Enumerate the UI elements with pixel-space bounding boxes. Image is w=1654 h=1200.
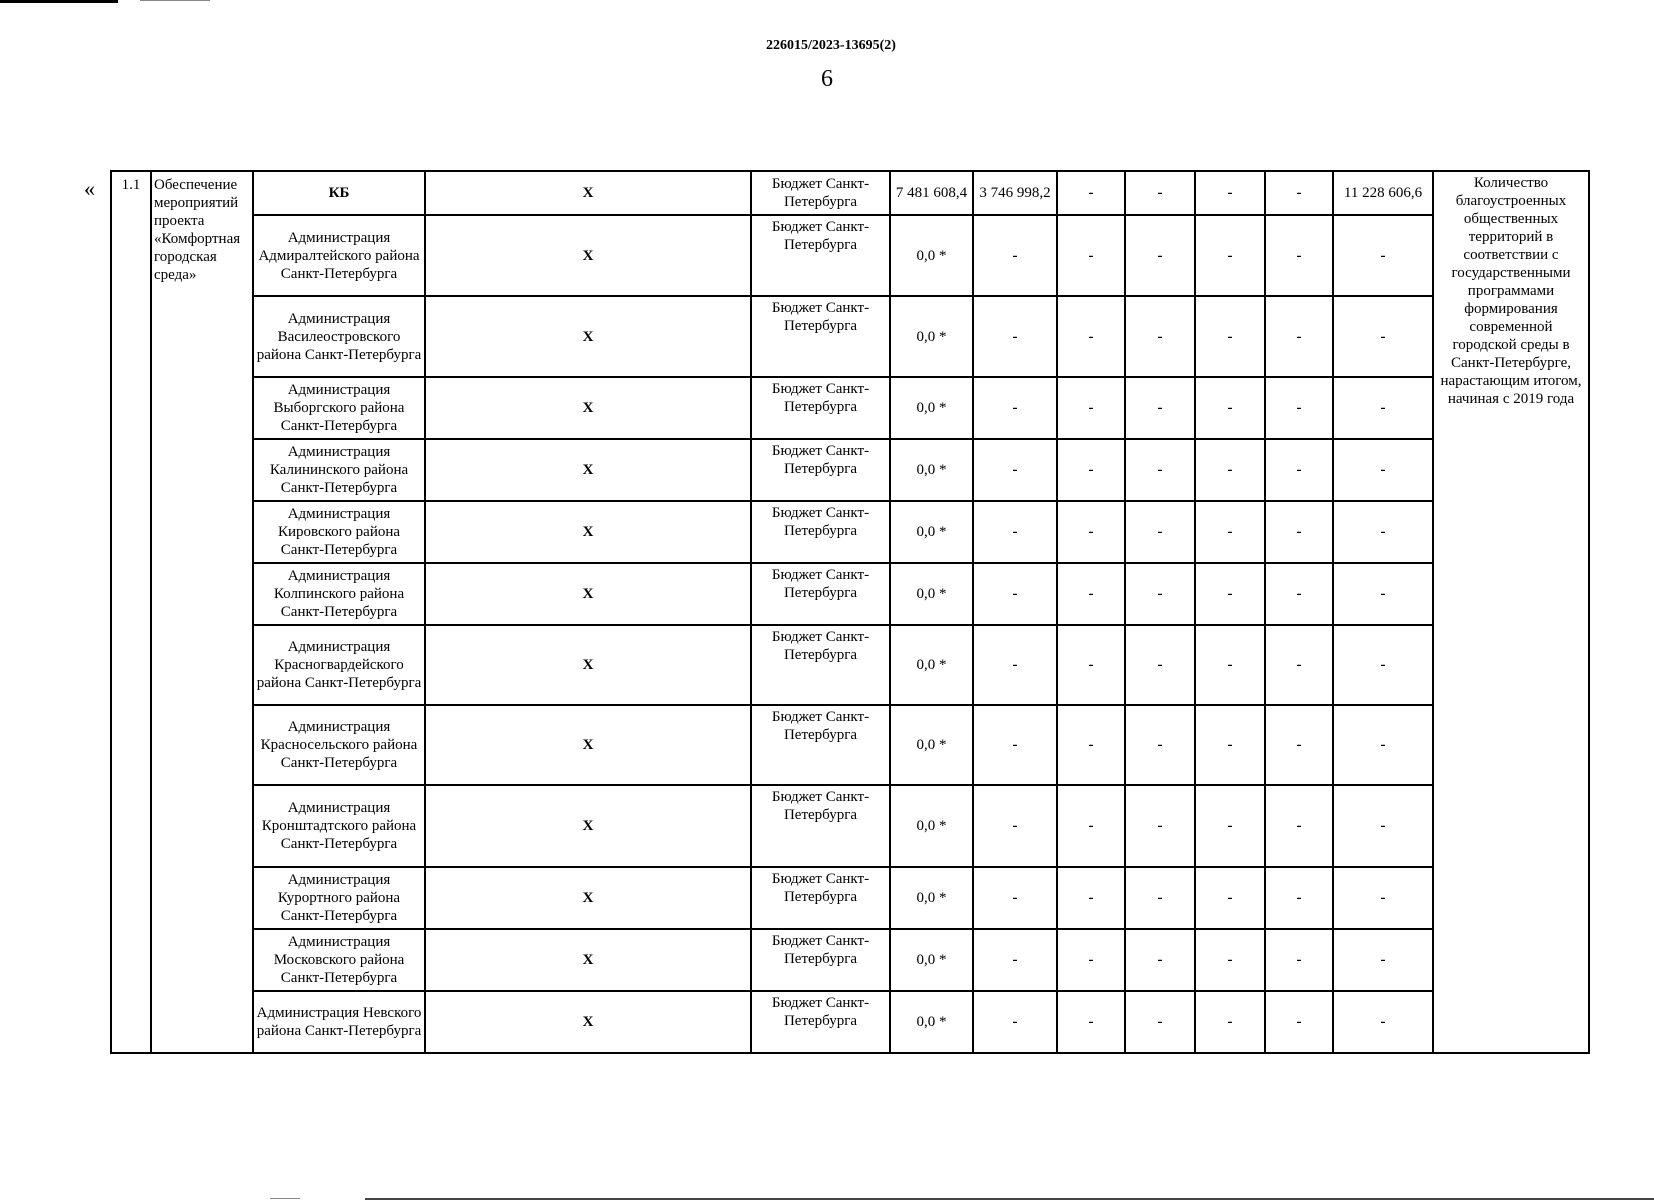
value-cell-v5: -	[1195, 929, 1265, 991]
value-cell-v2: -	[973, 377, 1057, 439]
executor-cell: КБ	[253, 171, 425, 215]
executor-cell: Администрация Колпинского района Санкт-Петербурга	[253, 563, 425, 625]
value-cell-v3: -	[1057, 215, 1125, 296]
total-cell: -	[1333, 377, 1433, 439]
table-row	[111, 785, 1589, 867]
value-cell-v1: 0,0 *	[890, 785, 973, 867]
value-cell-v6: -	[1265, 377, 1333, 439]
total-cell: -	[1333, 625, 1433, 705]
x-mark-cell: Х	[425, 377, 751, 439]
total-cell: -	[1333, 501, 1433, 563]
funding-source-cell: Бюджет Санкт-Петербурга	[751, 625, 890, 705]
total-cell: -	[1333, 867, 1433, 929]
value-cell-v3: -	[1057, 625, 1125, 705]
x-mark-cell: Х	[425, 171, 751, 215]
document-number: 226015/2023-13695(2)	[766, 38, 896, 53]
value-cell-v1: 0,0 *	[890, 215, 973, 296]
executor-cell: Администрация Курортного района Санкт-Петербурга	[253, 867, 425, 929]
value-cell-v3: -	[1057, 501, 1125, 563]
value-cell-v5: -	[1195, 705, 1265, 785]
x-mark-cell: Х	[425, 563, 751, 625]
executor-cell: Администрация Московского района Санкт-Петербурга	[253, 929, 425, 991]
value-cell-v3: -	[1057, 439, 1125, 501]
funding-source-cell: Бюджет Санкт-Петербурга	[751, 563, 890, 625]
total-cell: -	[1333, 929, 1433, 991]
value-cell-v2: -	[973, 867, 1057, 929]
x-mark-cell: Х	[425, 501, 751, 563]
value-cell-v6: -	[1265, 867, 1333, 929]
table-row	[111, 991, 1589, 1053]
total-cell: -	[1333, 705, 1433, 785]
value-cell-v1: 7 481 608,4	[890, 171, 973, 215]
value-cell-v3: -	[1057, 867, 1125, 929]
total-cell: -	[1333, 296, 1433, 377]
value-cell-v1: 0,0 *	[890, 377, 973, 439]
value-cell-v5: -	[1195, 563, 1265, 625]
value-cell-v1: 0,0 *	[890, 625, 973, 705]
value-cell-v1: 0,0 *	[890, 563, 973, 625]
value-cell-v6: -	[1265, 705, 1333, 785]
value-cell-v4: -	[1125, 439, 1195, 501]
x-mark-cell: Х	[425, 705, 751, 785]
value-cell-v6: -	[1265, 563, 1333, 625]
funding-source-cell: Бюджет Санкт-Петербурга	[751, 296, 890, 377]
table-row	[111, 501, 1589, 563]
page-number: 6	[821, 66, 833, 92]
table-row	[111, 171, 1589, 215]
table-row	[111, 625, 1589, 705]
total-cell: 11 228 606,6	[1333, 171, 1433, 215]
funding-source-cell: Бюджет Санкт-Петербурга	[751, 991, 890, 1053]
value-cell-v5: -	[1195, 296, 1265, 377]
value-cell-v4: -	[1125, 563, 1195, 625]
value-cell-v2: -	[973, 705, 1057, 785]
table-row	[111, 377, 1589, 439]
table-row	[111, 705, 1589, 785]
value-cell-v2: -	[973, 296, 1057, 377]
bottom-scan-rule-secondary	[270, 1198, 300, 1199]
executor-cell: Администрация Выборгского района Санкт-Петербурга	[253, 377, 425, 439]
value-cell-v5: -	[1195, 625, 1265, 705]
value-cell-v5: -	[1195, 439, 1265, 501]
opening-quote-mark: «	[84, 176, 95, 201]
value-cell-v2: -	[973, 439, 1057, 501]
x-mark-cell: Х	[425, 215, 751, 296]
value-cell-v3: -	[1057, 377, 1125, 439]
value-cell-v4: -	[1125, 215, 1195, 296]
value-cell-v4: -	[1125, 296, 1195, 377]
executor-cell: Администрация Красносельского района Санкт-Петербурга	[253, 705, 425, 785]
value-cell-v1: 0,0 *	[890, 867, 973, 929]
value-cell-v6: -	[1265, 215, 1333, 296]
value-cell-v1: 0,0 *	[890, 929, 973, 991]
value-cell-v2: -	[973, 785, 1057, 867]
total-cell: -	[1333, 991, 1433, 1053]
value-cell-v6: -	[1265, 625, 1333, 705]
value-cell-v6: -	[1265, 501, 1333, 563]
value-cell-v6: -	[1265, 439, 1333, 501]
table-row	[111, 563, 1589, 625]
value-cell-v6: -	[1265, 929, 1333, 991]
funding-source-cell: Бюджет Санкт-Петербурга	[751, 171, 890, 215]
funding-source-cell: Бюджет Санкт-Петербурга	[751, 501, 890, 563]
value-cell-v3: -	[1057, 296, 1125, 377]
value-cell-v5: -	[1195, 991, 1265, 1053]
value-cell-v4: -	[1125, 991, 1195, 1053]
value-cell-v3: -	[1057, 785, 1125, 867]
total-cell: -	[1333, 215, 1433, 296]
total-cell: -	[1333, 785, 1433, 867]
x-mark-cell: Х	[425, 296, 751, 377]
value-cell-v4: -	[1125, 867, 1195, 929]
value-cell-v4: -	[1125, 625, 1195, 705]
funding-source-cell: Бюджет Санкт-Петербурга	[751, 377, 890, 439]
executor-cell: Администрация Кировского района Санкт-Петербурга	[253, 501, 425, 563]
value-cell-v5: -	[1195, 215, 1265, 296]
executor-cell: Администрация Красногвардейского района Санкт-Петербурга	[253, 625, 425, 705]
executor-cell: Администрация Василеостровского района Санкт-Петербурга	[253, 296, 425, 377]
top-scan-rule-secondary	[140, 0, 210, 1]
indicator-cell: Количество благоустроенных общественных территорий в соответствии с государственными программами формирования современной городской среды в Санкт-Петербурге, нарастающим итогом, начиная с 2019 года	[1433, 171, 1589, 1053]
funding-source-cell: Бюджет Санкт-Петербурга	[751, 929, 890, 991]
total-cell: -	[1333, 439, 1433, 501]
event-name-cell: Обеспечение мероприятий проекта «Комфортная городская среда»	[151, 171, 253, 1053]
value-cell-v4: -	[1125, 929, 1195, 991]
table-row	[111, 867, 1589, 929]
funding-source-cell: Бюджет Санкт-Петербурга	[751, 867, 890, 929]
table-row	[111, 296, 1589, 377]
executor-cell: Администрация Адмиралтейского района Санкт-Петербурга	[253, 215, 425, 296]
value-cell-v3: -	[1057, 705, 1125, 785]
value-cell-v3: -	[1057, 563, 1125, 625]
value-cell-v6: -	[1265, 785, 1333, 867]
value-cell-v5: -	[1195, 867, 1265, 929]
x-mark-cell: Х	[425, 625, 751, 705]
value-cell-v3: -	[1057, 929, 1125, 991]
table-row	[111, 215, 1589, 296]
x-mark-cell: Х	[425, 867, 751, 929]
value-cell-v2: -	[973, 501, 1057, 563]
value-cell-v3: -	[1057, 991, 1125, 1053]
value-cell-v2: -	[973, 991, 1057, 1053]
value-cell-v2: -	[973, 625, 1057, 705]
value-cell-v2: -	[973, 215, 1057, 296]
value-cell-v1: 0,0 *	[890, 501, 973, 563]
value-cell-v4: -	[1125, 705, 1195, 785]
table-row	[111, 439, 1589, 501]
value-cell-v2: 3 746 998,2	[973, 171, 1057, 215]
table-body	[111, 171, 1589, 1053]
total-cell: -	[1333, 563, 1433, 625]
value-cell-v1: 0,0 *	[890, 705, 973, 785]
value-cell-v1: 0,0 *	[890, 439, 973, 501]
executor-cell: Администрация Невского района Санкт-Петербурга	[253, 991, 425, 1053]
x-mark-cell: Х	[425, 785, 751, 867]
value-cell-v4: -	[1125, 785, 1195, 867]
value-cell-v2: -	[973, 929, 1057, 991]
top-scan-rule	[0, 0, 118, 3]
value-cell-v4: -	[1125, 501, 1195, 563]
table-row	[111, 929, 1589, 991]
budget-table	[110, 170, 1590, 1054]
value-cell-v5: -	[1195, 501, 1265, 563]
funding-source-cell: Бюджет Санкт-Петербурга	[751, 785, 890, 867]
value-cell-v6: -	[1265, 296, 1333, 377]
value-cell-v4: -	[1125, 377, 1195, 439]
x-mark-cell: Х	[425, 991, 751, 1053]
funding-source-cell: Бюджет Санкт-Петербурга	[751, 215, 890, 296]
value-cell-v6: -	[1265, 991, 1333, 1053]
value-cell-v5: -	[1195, 785, 1265, 867]
value-cell-v1: 0,0 *	[890, 991, 973, 1053]
row-number-cell: 1.1	[111, 171, 151, 1053]
x-mark-cell: Х	[425, 929, 751, 991]
value-cell-v2: -	[973, 563, 1057, 625]
x-mark-cell: Х	[425, 439, 751, 501]
value-cell-v1: 0,0 *	[890, 296, 973, 377]
value-cell-v5: -	[1195, 171, 1265, 215]
funding-source-cell: Бюджет Санкт-Петербурга	[751, 705, 890, 785]
value-cell-v5: -	[1195, 377, 1265, 439]
funding-source-cell: Бюджет Санкт-Петербурга	[751, 439, 890, 501]
value-cell-v4: -	[1125, 171, 1195, 215]
value-cell-v3: -	[1057, 171, 1125, 215]
executor-cell: Администрация Кронштадтского района Санкт-Петербурга	[253, 785, 425, 867]
value-cell-v6: -	[1265, 171, 1333, 215]
executor-cell: Администрация Калининского района Санкт-Петербурга	[253, 439, 425, 501]
